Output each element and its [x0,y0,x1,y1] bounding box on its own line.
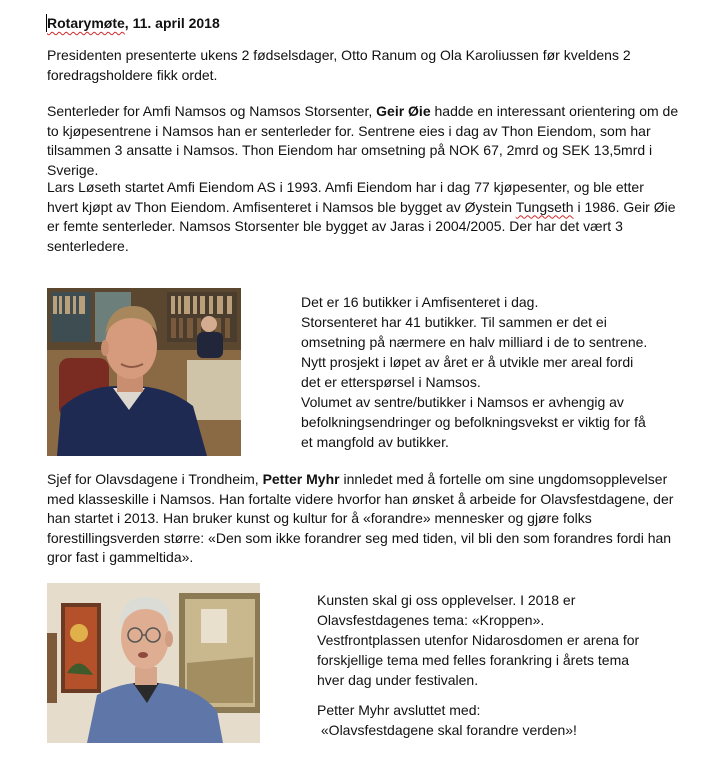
title-spellcheck-word: Rotarymøte [47,15,125,31]
title-date: , 11. april 2018 [124,15,220,31]
text-line: foredragsholdere fikk ordet. [47,66,218,83]
paragraph-amfi-history [47,178,697,256]
bold-name-geir-oie: Geir Øie [376,103,431,119]
text-line: Nytt prosjekt i løpet av året er å utvikle mer areal fordi [301,354,634,370]
text-line: Sverige. [47,161,99,178]
text-line: det er etterspørsel i Namsos. [301,374,481,390]
document-title [47,14,220,32]
side-text-closing-quote [317,700,577,740]
photo-petter-myhr [47,583,260,743]
text-line: Det er 16 butikker i Amfisenteret i dag. [301,294,539,310]
spellcheck-word: Tungseth [515,198,574,215]
paragraph-birthdays [47,46,697,85]
text-line: er femte senterleder. Namsos Storsenter ble bygget av Jaras i 2004/2005. Der har det vært 3 [47,218,623,235]
text-run: i 1986. Geir Øie [573,198,676,215]
text-line: Vestfrontplassen utenfor Nidarosdomen er arena for [317,632,640,648]
text-line: Petter Myhr avsluttet med: [317,702,481,718]
text-line: gror fast i gammeltida». [47,549,194,566]
text-line: Storsenteret har 41 butikker. Til sammen er det ei [301,314,607,330]
text-run: innledet med å fortelle om sine ungdomsopplevelser [339,471,668,487]
text-line: med klasseskille i Namsos. Han fortalte videre hvorfor han ønsket å arbeide for Olavsfestdagene, der [47,490,674,507]
text-line: Lars Løseth startet Amfi Eiendom AS i 1993. Amfi Eiendom har i dag 77 kjøpesenter, og ble etter [47,179,644,195]
text-line: forestillingsverden større: «Den som ikke forandrer seg med tiden, vil bli den som forandres fordi han [47,529,672,546]
text-line: Kunsten skal gi oss opplevelser. I 2018 er [317,592,576,608]
text-line: et mangfold av butikker. [301,434,449,450]
text-line: befolkningsendringer og befolkningsvekst er viktig for få [301,414,646,430]
text-line [47,102,697,122]
bold-name-petter-myhr: Petter Myhr [262,471,340,487]
text-line [47,470,697,490]
text-line: to kjøpesentrene i Namsos han er senterleder for. Sentrene eies i dag av Thon Eiendom, som har [47,122,651,139]
text-line: «Olavsfestdagene skal forandre verden»! [317,722,577,738]
text-line: Volumet av sentre/butikker i Namsos er avhengig av [301,394,624,410]
text-run: Senterleder for Amfi Namsos og Namsos Storsenter, [47,103,377,119]
text-line: senterledere. [47,237,129,254]
text-line: forskjellige tema med felles forankring i årets tema [317,652,630,668]
text-line [47,198,697,218]
paragraph-olavsdagene [47,470,697,568]
side-text-festival-theme [317,590,639,690]
text-line: han startet i 2013. Han bruker kunst og kultur for å «forandre» mennesker og gjøre folks [47,510,592,527]
side-text-shopping-centers [301,292,647,452]
text-line: tilsammen 3 ansatte i Namsos. Thon Eiendom har omsetning på NOK 67, 2mrd og SEK 13,5mrd i [47,142,653,159]
text-run: hadde en interessant orientering om de [430,103,679,119]
text-run: hvert kjøpt av Thon Eiendom. Amfisenteret i Namsos ble bygget av Øystein [47,198,516,215]
text-line: omsetning på nærmere en halv milliard i de to sentrene. [301,334,648,350]
photo-geir-oie [47,288,241,456]
paragraph-senterleder [47,102,697,180]
text-run: Sjef for Olavsdagene i Trondheim, [47,471,263,487]
text-line: Presidenten presenterte ukens 2 fødselsdager, Otto Ranum og Ola Karoliussen før kveldens 2 [47,47,631,63]
text-line: hver dag under festivalen. [317,672,479,688]
text-line: Olavsfestdagenes tema: «Kroppen». [317,612,545,628]
